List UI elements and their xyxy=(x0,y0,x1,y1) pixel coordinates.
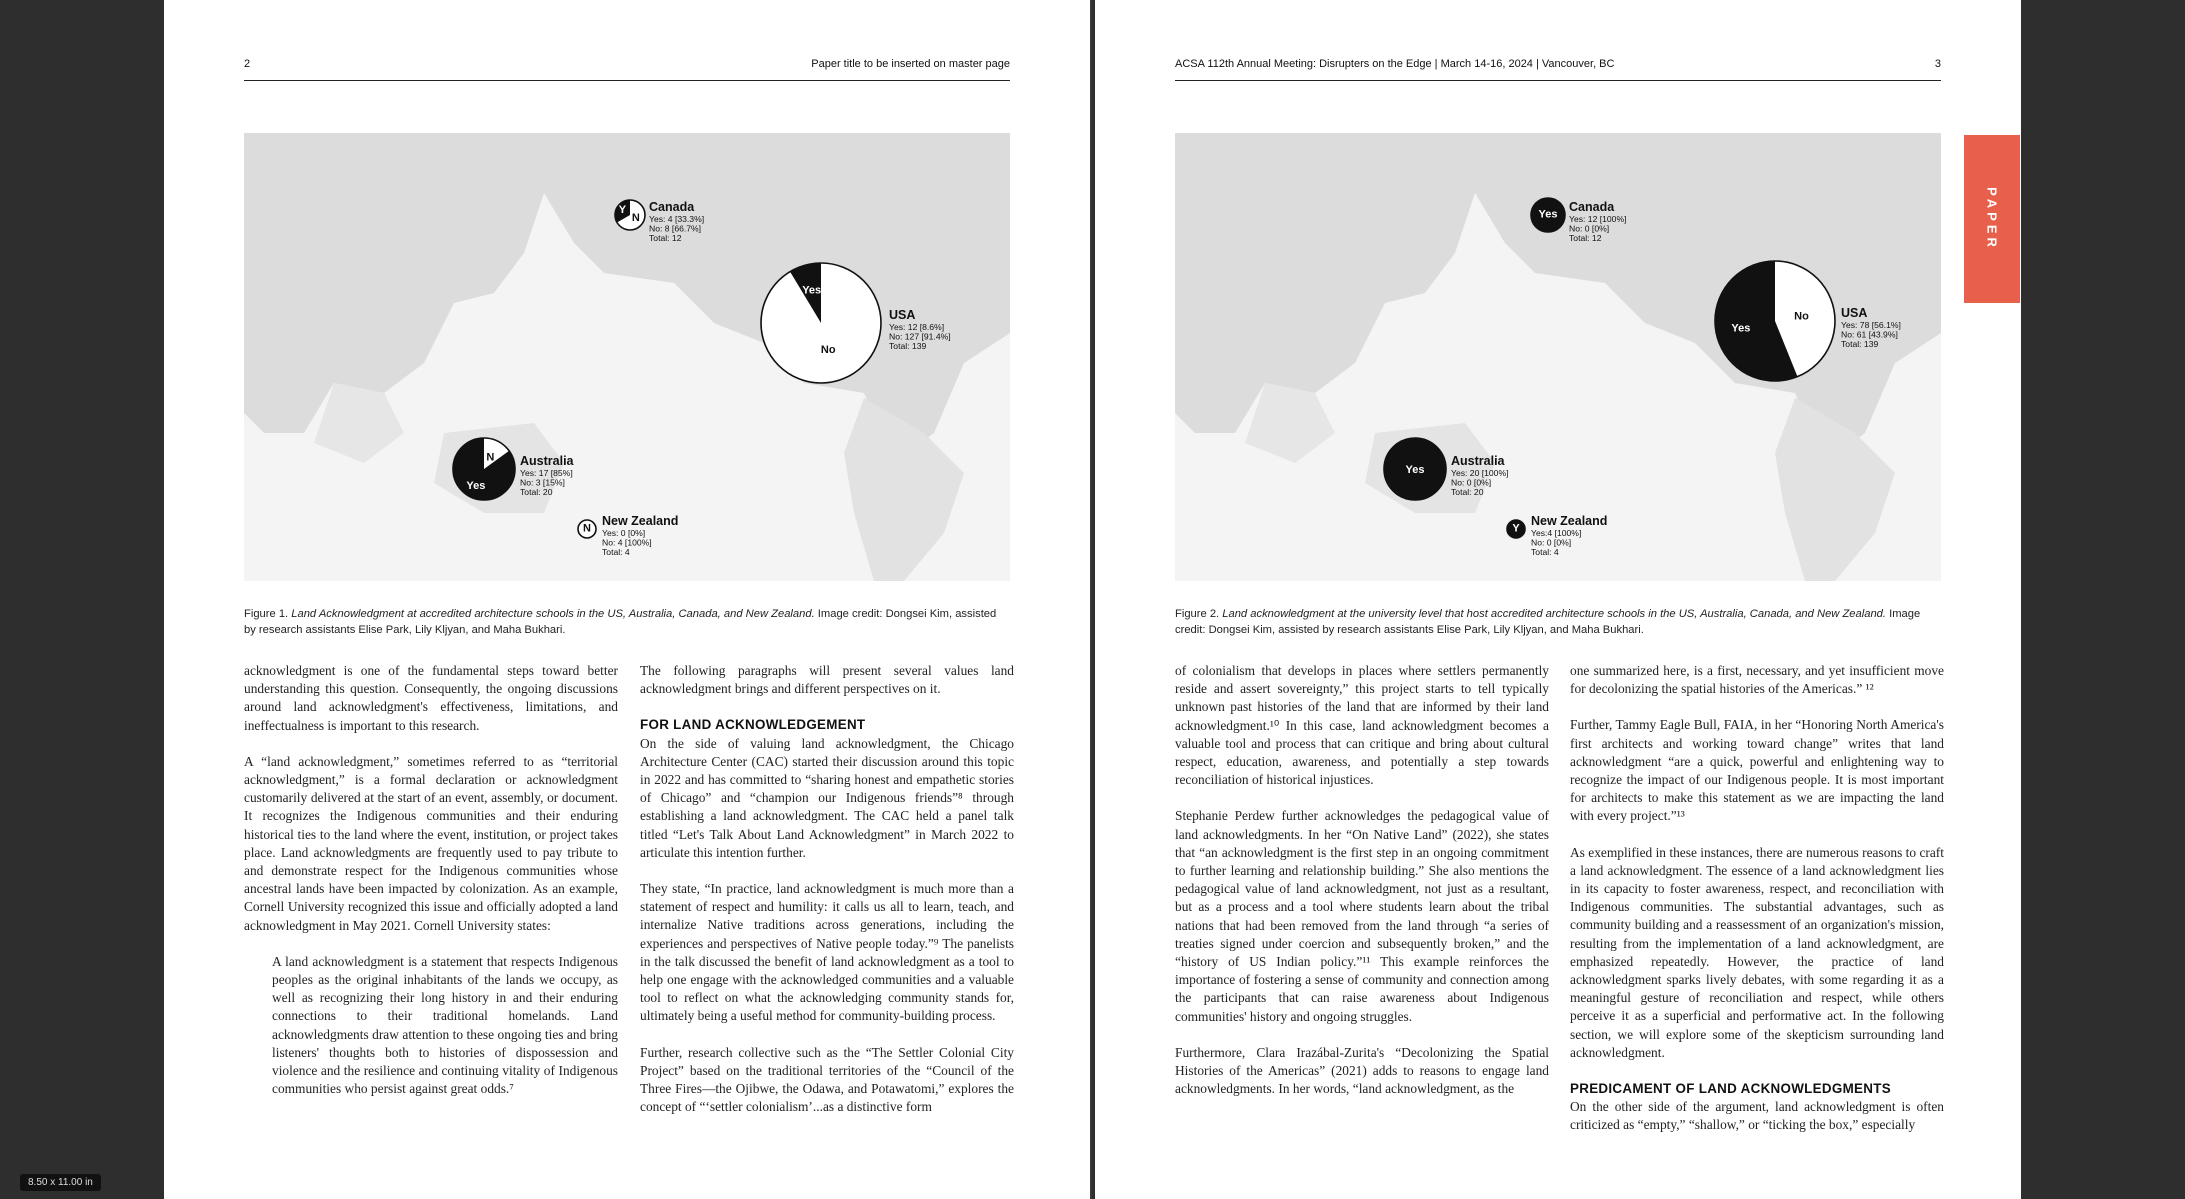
paragraph: As exemplified in these instances, there are numerous reasons to craft a land acknowledgment. The essence of a land acknowledgment lies in its capacity to foster awareness, respect, and reconciliation with Indigenous communities. The substantial advantages, such as community building and a reassessment of an organization's mission, resulting from the implementation of a land acknowledgment, are emphasized repeatedly. However, the practice of land acknowledgment sparks lively debates, with some regarding it as a meaningful gesture of reconciliation and respect, while others perceive it as a superficial and performative act. In the following section, we will explore some of the skepticism surrounding land acknowledgment. xyxy=(1570,844,1944,1060)
pie-label-yes: Yes xyxy=(1731,322,1751,335)
country-stat: Yes: 12 [8.6%] xyxy=(889,322,945,332)
country-stat: Yes: 12 [100%] xyxy=(1569,214,1627,224)
page-right xyxy=(1095,0,2021,1199)
paragraph: Further, Tammy Eagle Bull, FAIA, in her “Honoring North America's first architects and working toward change” writes that land acknowledgment “are a quick, powerful and enlightening way to recognize the impact of our Indigenous people. It is most important for architects to make this statement as we are impacting the land with every project.”¹³ xyxy=(1570,717,1944,824)
pie-label-no: No xyxy=(1794,310,1809,323)
block-quote: A land acknowledgment is a statement that respects Indigenous peoples as the original inhabitants of the lands we occupy, as well as recognizing their long history in and their enduring connections to their traditional homelands. Land acknowledgments draw attention to these ongoing ties and bring listeners' thoughts both to histories of dispossession and violence and the resilience and continuing vitality of Indigenous communities who persist against great odds.⁷ xyxy=(272,953,618,1097)
caption-lead: Figure 1. xyxy=(244,608,292,620)
country-stat: Total: 12 xyxy=(1569,233,1602,243)
body-column-2 xyxy=(1570,662,1944,1153)
page-size-badge: 8.50 x 11.00 in xyxy=(20,1174,101,1191)
pie-label-no: No xyxy=(820,343,836,356)
figure-1-caption xyxy=(244,606,1010,638)
pie-label-no: N xyxy=(583,522,591,535)
body-column-1 xyxy=(1175,662,1549,1116)
page-left xyxy=(164,0,1090,1199)
pie-label-no: N xyxy=(631,211,640,224)
country-stat: Total: 20 xyxy=(1451,487,1484,497)
caption-credit: Image credit: Dongsei Kim, assisted by research assistants Elise Park, Lily Kljyan, and Maha Bukhari. xyxy=(1175,608,1921,636)
paragraph: Stephanie Perdew further acknowledges the pedagogical value of land acknowledgments. In her “On Native Land” (2022), she states that “an acknowledgment is the first step in an ongoing commitment to further learning and relationship building.” She also mentions the pedagogical value of land acknowledgment, not just as a resultant, but as a process and a tool where students learn about the tribal nations that had been removed from the land through “a series of treaties signed under coercion and subsequently broken,” and the “history of US Indian policy.”¹¹ This example reinforces the importance of fostering a sense of community and connection among the participants that can raise awareness about Indigenous communities' history and ongoing struggles. xyxy=(1175,808,1549,1024)
country-stat: Total: 4 xyxy=(1531,547,1559,557)
caption-lead: Figure 2. xyxy=(1175,608,1223,620)
section-heading: FOR LAND ACKNOWLEDGEMENT xyxy=(640,717,866,733)
country-stat: No: 0 [0%] xyxy=(1569,223,1610,234)
country-name: Canada xyxy=(649,200,695,214)
paragraph: of colonialism that develops in places where settlers permanently reside and assert sovereignty,” this project starts to tell typically unknown past histories of the land that are informed by their land acknowledgment.¹⁰ In this case, land acknowledgment becomes a valuable tool and process that can critique and bring about cultural respect, education, awareness, and potentially a step towards reconciliation of historical injustices. xyxy=(1175,663,1549,788)
body-column-1 xyxy=(244,662,618,1098)
country-stat: Yes: 78 [56.1%] xyxy=(1841,320,1901,330)
running-header xyxy=(1175,58,1941,81)
paragraph: Furthermore, Clara Irazábal-Zurita's “Decolonizing the Spatial Histories of the Americas” (2021) adds to reasons to engage land acknowledgments. In her words, “land acknowledgment, as the xyxy=(1175,1044,1549,1097)
country-stat: No: 0 [0%] xyxy=(1531,537,1572,548)
country-stat: No: 4 [100%] xyxy=(602,537,652,548)
country-stat: No: 127 [91.4%] xyxy=(889,331,951,342)
country-name: New Zealand xyxy=(1531,514,1608,528)
paragraph: A “land acknowledgment,” sometimes referred to as “territorial acknowledgment,” is a formal declaration or acknowledgment customarily delivered at the start of an event, assembly, or document. It recognizes the Indigenous communities and their enduring historical ties to the land where the event, institution, or project takes place. Land acknowledgments are frequently used to pay tribute to and demonstrate respect for the Indigenous communities whose ancestral lands have been impacted by colonization. As an example, Cornell University recognized this issue and officially adopted a land acknowledgment in May 2021. Cornell University states: xyxy=(244,753,618,933)
country-stat: Yes: 4 [33.3%] xyxy=(649,214,705,224)
country-stat: Total: 20 xyxy=(520,487,553,497)
pie-label-no: N xyxy=(486,451,495,464)
country-stat: Yes:4 [100%] xyxy=(1531,528,1582,538)
pie-label-yes: Yes xyxy=(466,479,486,492)
running-header xyxy=(244,58,1010,81)
figure-2-caption xyxy=(1175,606,1941,638)
running-title: Paper title to be inserted on master page xyxy=(811,58,1010,70)
country-name: Canada xyxy=(1569,200,1615,214)
world-map-figure-2 xyxy=(1175,133,1941,581)
country-stat: No: 61 [43.9%] xyxy=(1841,329,1898,340)
country-stat: Yes: 0 [0%] xyxy=(602,528,646,538)
paragraph: The following paragraphs will present several values land acknowledgment brings and different perspectives on it. xyxy=(640,663,1014,697)
caption-title: Land acknowledgment at the university level that host accredited architecture schools in the US, Australia, Canada, and New Zealand. xyxy=(1222,608,1887,620)
country-stat: Total: 139 xyxy=(1841,339,1879,349)
pie-label-yes: Yes xyxy=(1405,463,1425,476)
country-name: New Zealand xyxy=(602,514,679,528)
paper-tab-label: PAPER xyxy=(1984,187,2000,251)
country-stat: No: 8 [66.7%] xyxy=(649,223,702,234)
country-name: Australia xyxy=(520,454,574,468)
pie-label-yes: Yes xyxy=(1538,208,1558,221)
country-name: Australia xyxy=(1451,454,1505,468)
paragraph: On the other side of the argument, land acknowledgment is often criticized as “empty,” “shallow,” or “ticking the box,” especially xyxy=(1570,1099,1944,1133)
page-number: 2 xyxy=(244,58,251,70)
section-heading: PREDICAMENT OF LAND ACKNOWLEDGMENTS xyxy=(1570,1081,1891,1097)
figure-1-map xyxy=(244,133,1010,581)
pie-label-yes: Y xyxy=(618,204,627,217)
pie-label-yes: Y xyxy=(1512,522,1520,535)
caption-title: Land Acknowledgment at accredited architecture schools in the US, Australia, Canada, and New Zealand. xyxy=(291,608,815,620)
country-stat: Yes: 20 [100%] xyxy=(1451,468,1509,478)
caption-credit: Image credit: Dongsei Kim, assisted by research assistants Elise Park, Lily Kljyan, and Maha Bukhari. xyxy=(244,608,997,636)
paragraph: They state, “In practice, land acknowledgment is much more than a statement of respect and humility: it calls us all to learn, teach, and internalize Native traditions across generations, including the experiences and perspectives of Native people today.”⁹ The panelists in the talk discussed the benefit of land acknowledgment as a tool to help one engage with the acknowledged communities and a valuable tool to reflect on what the acknowledging community stands for, ultimately being a useful method for community-building process. xyxy=(640,881,1014,1024)
country-name: USA xyxy=(1841,306,1868,320)
figure-2-map xyxy=(1175,133,1941,581)
country-name: USA xyxy=(889,308,916,322)
country-stat: No: 0 [0%] xyxy=(1451,477,1492,488)
world-map-figure-1 xyxy=(244,133,1010,581)
country-stat: Yes: 17 [85%] xyxy=(520,468,573,478)
paragraph: On the side of valuing land acknowledgment, the Chicago Architecture Center (CAC) started their discussion around this topic in 2022 and has committed to “sharing honest and empathetic stories of Chicago” and “champion our Indigenous friends”⁸ through establishing a land acknowledgment. The CAC held a panel talk titled “Let's Talk About Land Acknowledgment” in March 2022 to articulate this intention further. xyxy=(640,735,1014,860)
running-title: ACSA 112th Annual Meeting: Disrupters on the Edge | March 14-16, 2024 | Vancouver, BC xyxy=(1175,58,1615,70)
spread-gutter xyxy=(1090,0,1092,1199)
country-stat: No: 3 [15%] xyxy=(520,477,565,488)
paper-tab xyxy=(1964,135,2020,303)
body-column-2 xyxy=(640,662,1014,1134)
page-number: 3 xyxy=(1934,58,1941,70)
paragraph: acknowledgment is one of the fundamental steps toward better understanding this question. Consequently, the ongoing discussions around land acknowledgment's effectiveness, limitations, and ineffectualness is important to this research. xyxy=(244,663,618,733)
country-stat: Total: 12 xyxy=(649,233,682,243)
pie-label-yes: Yes xyxy=(802,284,822,297)
paragraph: Further, research collective such as the “The Settler Colonial City Project” based on the traditional territories of the “Council of the Three Fires—the Ojibwe, the Odawa, and Potawatomi,” explores the concept of “‘settler colonialism’...as a distinctive form xyxy=(640,1044,1014,1115)
country-stat: Total: 4 xyxy=(602,547,630,557)
country-stat: Total: 139 xyxy=(889,341,927,351)
paragraph: one summarized here, is a first, necessary, and yet insufficient move for decolonizing the spatial histories of the Americas.” ¹² xyxy=(1570,663,1944,697)
